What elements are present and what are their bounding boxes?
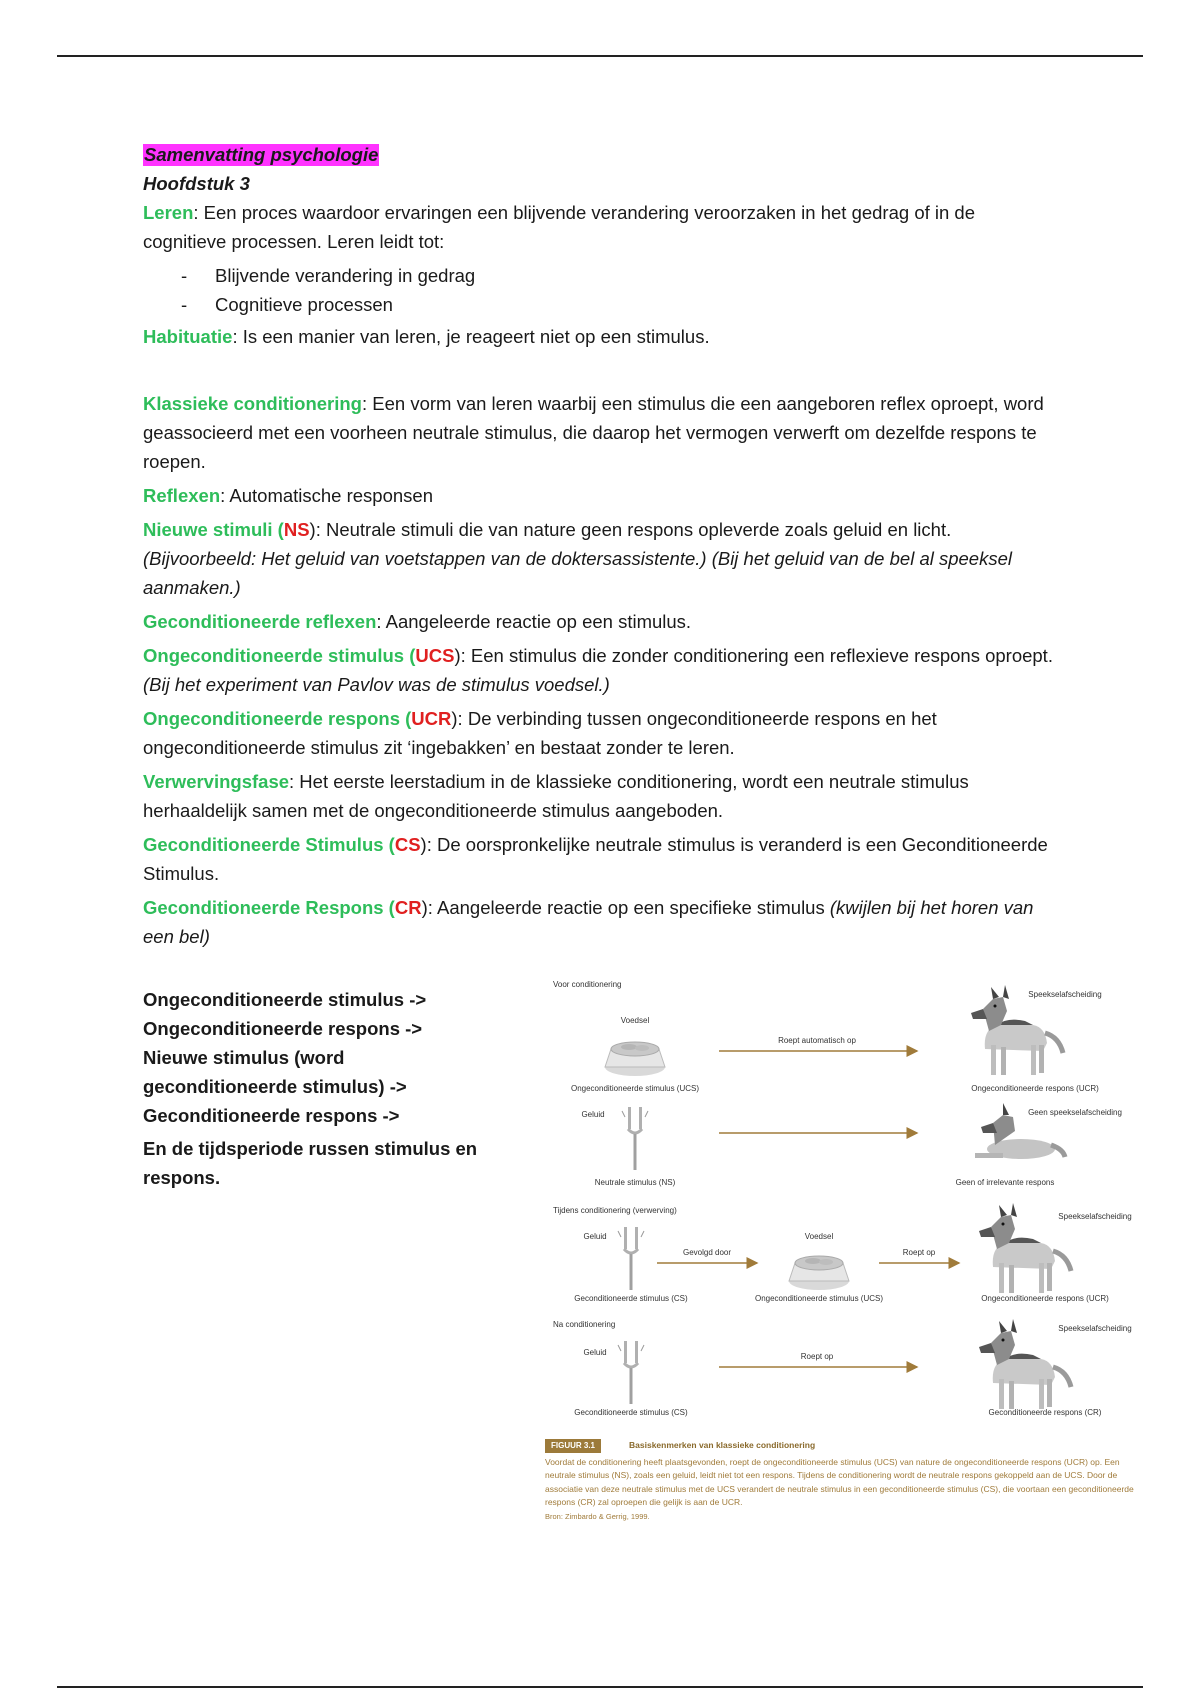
definition-text: ): Een stimulus die zonder conditionering een reflexieve respons oproept. (454, 645, 1053, 666)
sequence-note: En de tijdsperiode russen stimulus en respons. (143, 1138, 478, 1188)
definition-verwervingsfase (143, 767, 1063, 825)
stage-label: Na conditionering (553, 1320, 616, 1329)
food-bowl-icon (605, 1042, 665, 1076)
ucs-label: Ongeconditioneerde stimulus (UCS) (754, 1294, 884, 1303)
definition-text: ): De verbinding tussen ongeconditioneerde respons en het ongeconditioneerde stimulus zit ‘ingebakken’ en bestaat zonder te leren. (143, 708, 937, 758)
dog-icon (979, 1319, 1071, 1409)
definition-cr (143, 893, 1063, 951)
food-label: Voedsel (620, 1016, 650, 1025)
ucr-label: Ongeconditioneerde respons (UCR) (971, 1084, 1099, 1093)
ucr-label: Ongeconditioneerde respons (UCR) (981, 1294, 1109, 1303)
definition-text: ): Aangeleerde reactie op een specifieke stimulus (421, 897, 830, 918)
example-text: (Bijvoorbeeld: Het geluid van voetstappen van de doktersassistente.) (Bij het geluid van de bel al speeksel aanmaken.) (143, 548, 1012, 598)
ucs-label: Ongeconditioneerde stimulus (UCS) (570, 1084, 700, 1093)
bullet-list (143, 261, 1063, 319)
footer-rule (57, 1686, 1143, 1688)
term: Geconditioneerde reflexen (143, 611, 377, 632)
figure-source: Bron: Zimbardo & Gerrig, 1999. (545, 1511, 650, 1521)
definition-text: : Aangeleerde reactie op een stimulus. (376, 611, 692, 632)
dog-icon (979, 1203, 1071, 1293)
irrelevant-label: Geen of irrelevante respons (955, 1178, 1055, 1187)
term: Ongeconditioneerde stimulus ( (143, 645, 416, 666)
chapter-heading: Hoofdstuk 3 (143, 173, 250, 194)
definition-geconditioneerde-reflexen (143, 607, 1063, 636)
ns-label: Neutrale stimulus (NS) (594, 1178, 676, 1187)
definition-text: ): Neutrale stimuli die van nature geen respons opleverde zoals geluid en licht. (309, 519, 952, 540)
term: Verwervingsfase (143, 771, 290, 792)
definition-klassieke-conditionering (143, 389, 1063, 476)
stage-label: Voor conditionering (553, 981, 622, 989)
sequence-step: Geconditioneerde respons -> (143, 1105, 400, 1126)
term: Leren (143, 202, 194, 223)
food-bowl-icon (789, 1256, 849, 1290)
salivation-label: Speekselafscheiding (1028, 990, 1102, 999)
stage-label: Tijdens conditionering (verwerving) (553, 1206, 677, 1215)
definition-text: ): De oorspronkelijke neutrale stimulus is veranderd is een Geconditioneerde Stimulus. (143, 834, 1048, 884)
definition-text: : Automatische responsen (220, 485, 434, 506)
document-title: Samenvatting psychologie (144, 144, 379, 165)
arrow-label: Roept op (800, 1352, 834, 1361)
no-salivation-label: Geen speekselafscheiding (1028, 1108, 1122, 1117)
document-body (143, 140, 1063, 956)
sequence-step: Ongeconditioneerde respons -> (143, 1018, 423, 1039)
tuning-fork-icon (622, 1107, 648, 1170)
food-label: Voedsel (804, 1232, 834, 1241)
definition-cs (143, 830, 1063, 888)
list-item: - Blijvende verandering in gedrag (181, 261, 1063, 290)
example-text: (kwijlen bij het horen van een bel) (143, 897, 1034, 947)
conditioning-sequence (143, 985, 493, 1192)
caption-text: Voordat de conditionering heeft plaatsgevonden, roept de ongeconditioneerde stimulus (UCS) van nature de ongeconditioneerde respons (UCR) op. Een neutrale stimulus (NS), zoals een geluid, leidt niet tot een respons. Tijdens de conditionering wordt de neutrale respons gekoppeld aan de UCS. Door de associatie van deze neutrale stimulus met de UCS verandert de neutrale stimulus in een geconditioneerde stimulus (CS), die voortaan een geconditioneerde respons (CR) zal oproepen die gelijk is aan de UCR. (545, 1456, 1134, 1507)
definition-text: : Een vorm van leren waarbij een stimulus die een aangeboren reflex oproept, word geassocieerd met een voorheen neutrale stimulus, die daarop het vermogen verwerft om dezelfde respons te roepen. (143, 393, 1044, 472)
definition-text: : Het eerste leerstadium in de klassieke conditionering, wordt een neutrale stimulus herhaaldelijk samen met de ongeconditioneerde stimulus aangeboden. (143, 771, 969, 821)
tuning-fork-icon (618, 1227, 644, 1290)
definition-text: : Is een manier van leren, je reageert niet op een stimulus. (232, 326, 710, 347)
definition-reflexen (143, 481, 1063, 510)
abbreviation: UCS (415, 645, 455, 666)
figure-number: FIGUUR 3.1 (545, 1439, 601, 1453)
figure-title: Basiskenmerken van klassieke conditionering (629, 1440, 816, 1450)
list-item: - Cognitieve processen (181, 290, 1063, 319)
sound-label: Geluid (581, 1110, 605, 1119)
abbreviation: CR (394, 897, 422, 918)
abbreviation: CS (394, 834, 421, 855)
cs-label: Geconditioneerde stimulus (CS) (574, 1408, 688, 1417)
term: Geconditioneerde Respons ( (143, 897, 395, 918)
definition-ucr (143, 704, 1063, 762)
abbreviation: NS (283, 519, 310, 540)
arrow-label: Gevolgd door (682, 1248, 732, 1257)
term: Geconditioneerde Stimulus ( (143, 834, 395, 855)
sound-label: Geluid (583, 1232, 607, 1241)
sequence-step: Ongeconditioneerde stimulus -> (143, 989, 427, 1010)
term: Nieuwe stimuli ( (143, 519, 284, 540)
term: Reflexen (143, 485, 221, 506)
arrow-label: Roept automatisch op (778, 1036, 856, 1045)
sound-label: Geluid (583, 1348, 607, 1357)
salivation-label: Speekselafscheiding (1058, 1324, 1132, 1333)
definition-nieuwe-stimuli (143, 515, 1063, 602)
pavlov-figure (545, 981, 1141, 1551)
cs-label: Geconditioneerde stimulus (CS) (574, 1294, 688, 1303)
tuning-fork-icon (618, 1341, 644, 1404)
cr-label: Geconditioneerde respons (CR) (988, 1408, 1102, 1417)
example-text: (Bij het experiment van Pavlov was de stimulus voedsel.) (143, 674, 610, 695)
term: Habituatie (143, 326, 233, 347)
definition-habituatie (143, 322, 1063, 351)
term: Klassieke conditionering (143, 393, 362, 414)
figure-caption (545, 1439, 1141, 1523)
definition-leren (143, 198, 1063, 256)
term: Ongeconditioneerde respons ( (143, 708, 412, 729)
sequence-step: Nieuwe stimulus (word (143, 1047, 345, 1068)
definition-ucs (143, 641, 1063, 699)
arrow-label: Roept op (902, 1248, 936, 1257)
abbreviation: UCR (411, 708, 452, 729)
spacer (143, 356, 1063, 389)
salivation-label: Speekselafscheiding (1058, 1212, 1132, 1221)
header-rule (57, 55, 1143, 57)
sequence-step: geconditioneerde stimulus) -> (143, 1076, 407, 1097)
definition-text: : Een proces waardoor ervaringen een blijvende verandering veroorzaken in het gedrag of in de cognitieve processen. Leren leidt tot: (143, 202, 975, 252)
